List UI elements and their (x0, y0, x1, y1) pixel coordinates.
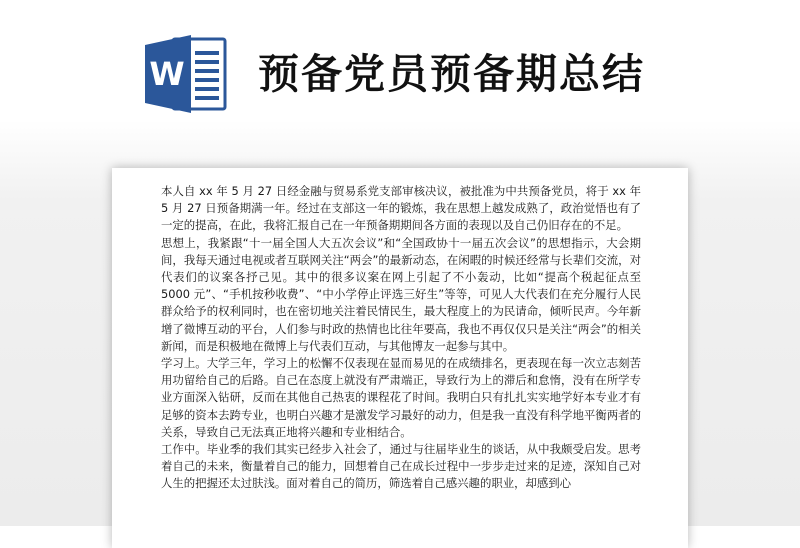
document-page (112, 168, 688, 548)
page-title: 预备党员预备期总结 (258, 50, 645, 98)
paragraph-study: 学习上。大学三年，学习上的松懈不仅表现在显而易见的在成绩排名，更表现在每一次立志刻苦用功留给自己的后路。自己在态度上就没有严肃端正，导致行为上的滞后和怠惰，没有在所学专业方面深入钻研，反而在其他自己热衷的课程花了时间。我明白只有扎扎实实地学好本专业才有足够的资本去跨专业，也明白兴趣才是激发学习最好的动力，但是我一直没有科学地平衡两者的关系，导致自己无法真正地将兴趣和专业相结合。 (161, 356, 641, 439)
paragraph-thought: 思想上，我紧跟“十一届全国人大五次会议”和“全国政协十一届五次会议”的思想指示，大会期间，我每天通过电视或者互联网关注“两会”的最新动态，在闲暇的时候还经常与长辈们交流，对代表们的议案各抒己见。其中的很多议案在网上引起了不小轰动，比如“提高个税起征点至 5000 元”、“手机按秒收费”、“中小学停止评选三好生”等等，可见人大代表们在充分履行人民群众给予的权利同时，也在密切地关注着民情民生，最大程度上的为民请命，倾听民声。今年新增了微博互动的平台，人们参与时政的热情也比往年要高，我也不再仅仅只是关注“两会”的相关新闻，而是积极地在微博上与代表们互动，与其他博友一起参与其中。 (161, 235, 641, 353)
header (0, 0, 800, 140)
paragraph-work: 工作中。毕业季的我们其实已经步入社会了，通过与往届毕业生的谈话，从中我颇受启发。思考着自己的未来，衡量着自己的能力，回想着自己在成长过程中一步步走过来的足迹，深知自己对人生的把握还太过肤浅。面对着自己的简历，筛选着自己感兴趣的职业，却感到心 (161, 442, 641, 491)
paragraph-intro: 本人自 xx 年 5 月 27 日经金融与贸易系党支部审核决议，被批准为中共预备党员，将于 xx 年 5 月 27 日预备期满一年。经过在支部这一年的锻炼，我在思想上越发成熟了，政治觉悟也有了一定的提高，在此，我将汇报自己在一年预备期期间各方面的表现以及自己仍旧存在的不足。 (161, 184, 641, 233)
word-document-icon (143, 33, 229, 115)
word-logo-letter: W (149, 55, 185, 93)
document-body (161, 183, 641, 493)
